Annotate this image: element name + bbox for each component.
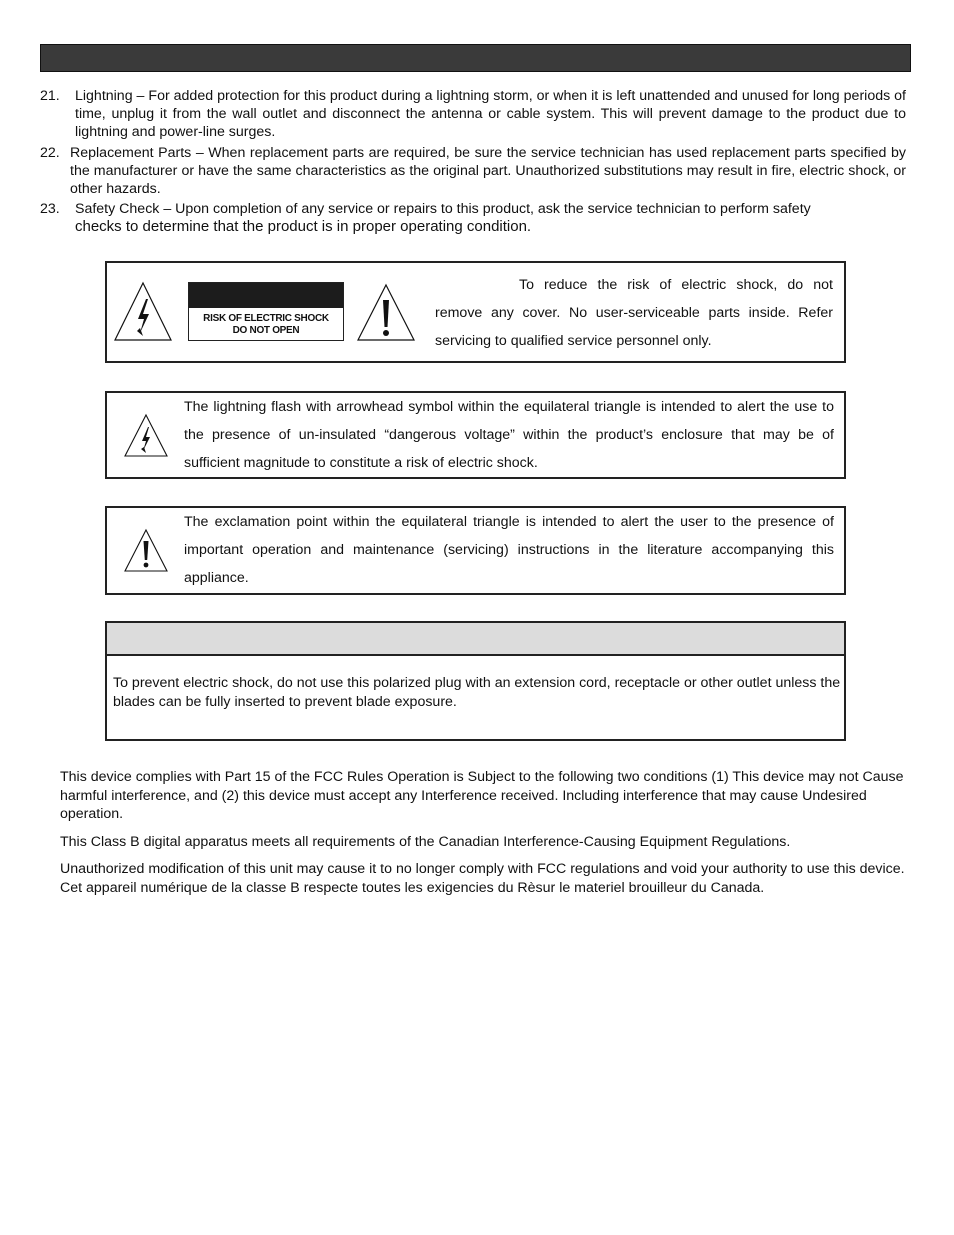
fcc-paragraph-3: Unauthorized modification of this unit may cause it to no longer comply with FCC regulations and void your authority to use this device. [60, 861, 905, 877]
plug-warning-box [105, 621, 846, 741]
plug-warning-text: To prevent electric shock, do not use this polarized plug with an extension cord, receptacle or other outlet unless the blades can be fully inserted to prevent blade exposure. [113, 675, 841, 710]
item-text: Safety Check – Upon completion of any service or repairs to this product, ask the service technician to perform safety [75, 201, 811, 218]
fcc-paragraph-2: This Class B digital apparatus meets all requirements of the Canadian Interference-Causing Equipment Regulations. [60, 833, 791, 850]
fcc-paragraph-4: Cet appareil numérique de la classe B respecte toutes les exigencies du Rèsur le materiel brouilleur du Canada. [60, 879, 765, 896]
item-text: Lightning – For added protection for this product during a lightning storm, or when it is left unattended and unused for long periods of time, unplug it from the wall outlet and disconnect the antenna or cable system. This will prevent damage to the product due to lightning and power-line surges. [75, 88, 906, 141]
list-item [40, 87, 906, 142]
list-item [40, 144, 906, 199]
item-text-continued: checks to determine that the product is in proper operating condition. [75, 218, 532, 236]
caution-box [105, 261, 846, 363]
fcc-paragraph-1: This device complies with Part 15 of the FCC Rules Operation is Subject to the following two conditions (1) This device may not Cause harmful interference, and (2) this device must accept any Interference received. Including interference that may cause Undesired operation. [60, 769, 904, 822]
exclamation-note-text: The exclamation point within the equilateral triangle is intended to alert the user to the presence of important operation and maintenance (servicing) instructions in the literature accompanying this appliance. [184, 514, 834, 586]
exclamation-note-box [105, 506, 846, 595]
item-number: 23. [40, 201, 60, 218]
lightning-note-text: The lightning flash with arrowhead symbol within the equilateral triangle is intended to alert the use to the presence of un-insulated “dangerous voltage” within the product’s enclosure that may be of sufficient magnitude to constitute a risk of electric shock. [184, 399, 834, 471]
safety-instructions-list [40, 87, 906, 239]
section-header-bar [40, 44, 911, 72]
caution-label-line1: RISK OF ELECTRIC SHOCK [203, 313, 329, 324]
item-text: Replacement Parts – When replacement parts are required, be sure the service technician has used replacement parts specified by the manufacturer or have the same characteristics as the original part. Unauthorized substitutions may result in fire, electric shock, or other hazards. [70, 144, 906, 198]
list-item [40, 200, 906, 236]
lightning-warning-icon [123, 413, 169, 459]
caution-label-band [189, 283, 343, 308]
caution-label-line2: DO NOT OPEN [232, 325, 300, 336]
plug-warning-header [107, 623, 844, 656]
fcc-statement [60, 768, 908, 897]
exclamation-warning-icon [356, 283, 416, 343]
lightning-warning-icon [113, 281, 173, 343]
caution-text: To reduce the risk of electric shock, do not remove any cover. No user-serviceable parts inside. Refer servicing to qualified service personnel only. [435, 277, 833, 349]
exclamation-warning-icon [123, 528, 169, 574]
item-number: 21. [40, 88, 60, 104]
item-number: 22. [40, 144, 60, 161]
caution-label [188, 282, 344, 341]
lightning-note-box [105, 391, 846, 479]
